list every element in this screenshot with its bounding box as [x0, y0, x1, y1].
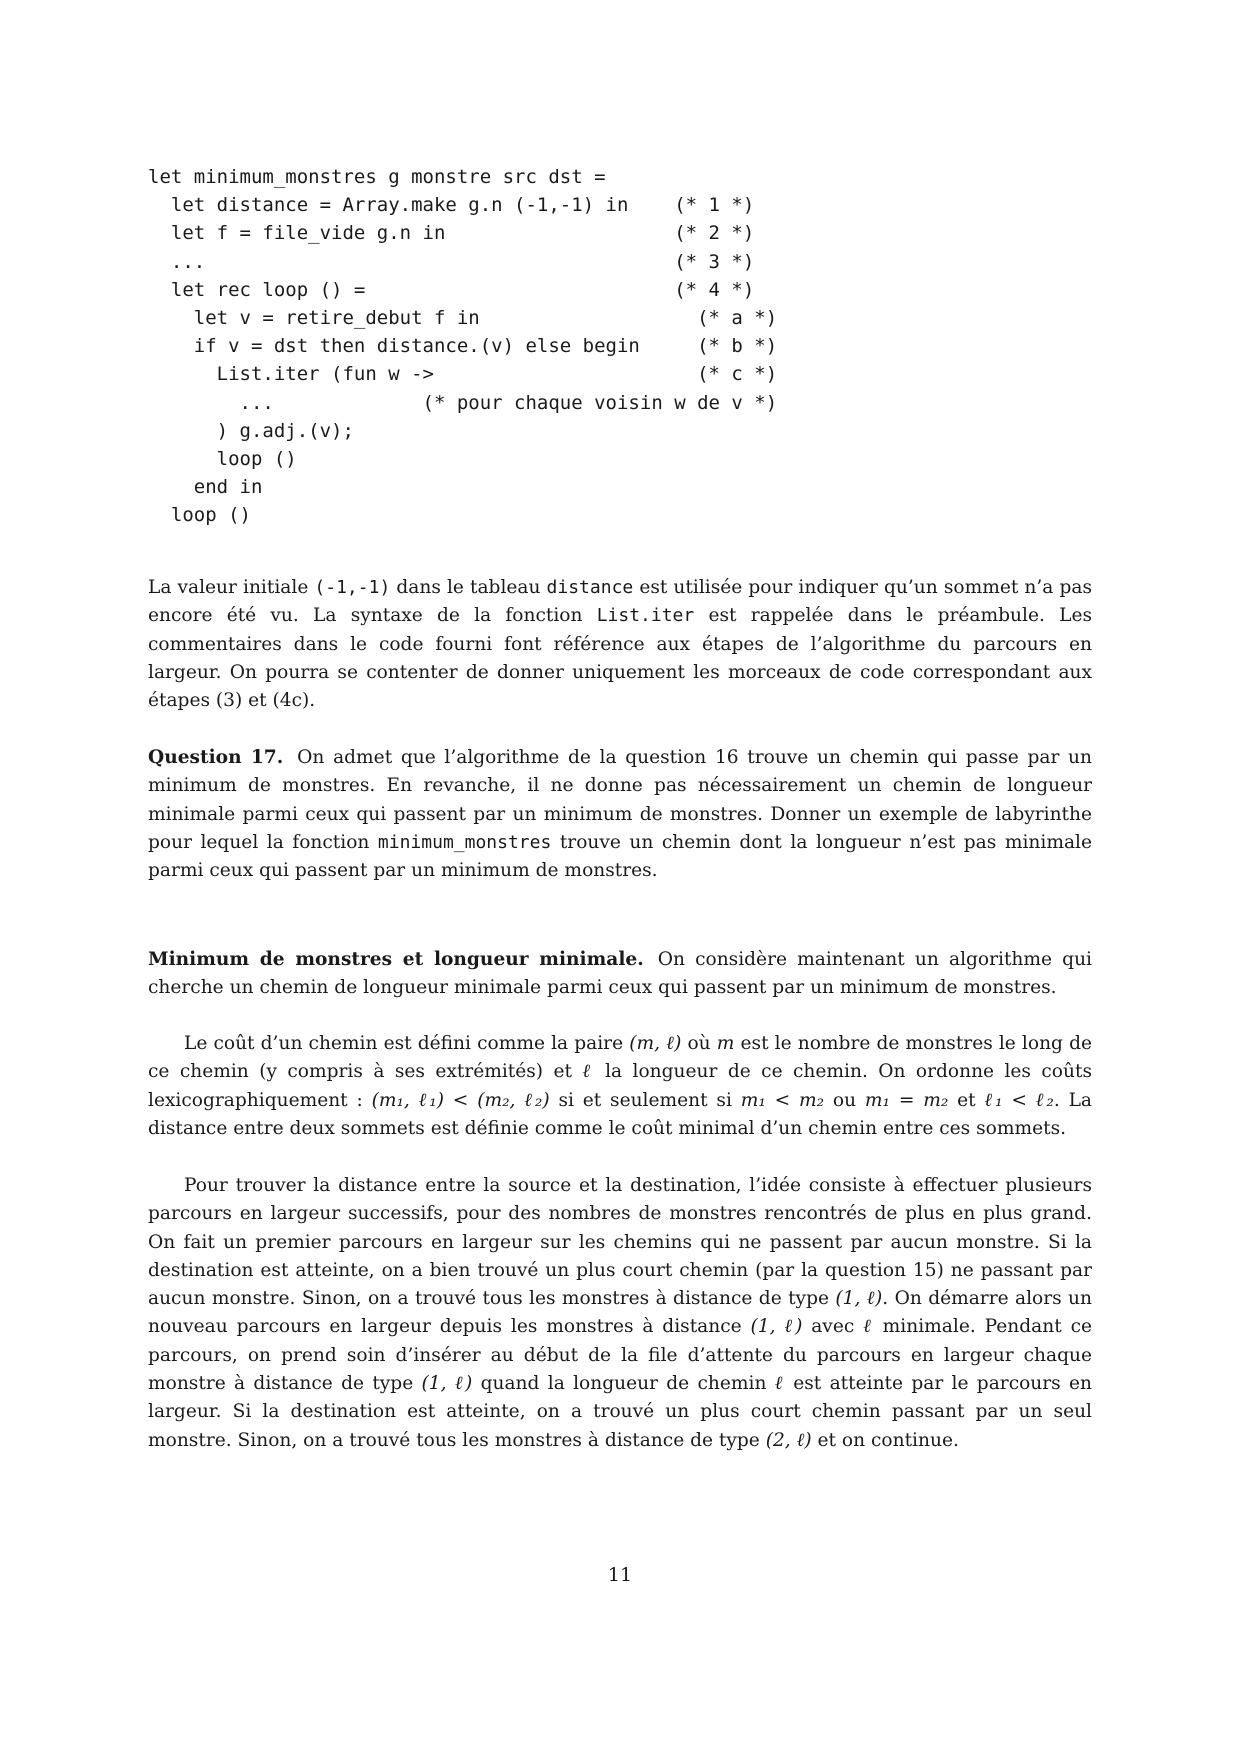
code-line: List.iter (fun w -> (* c *) — [148, 363, 778, 386]
question-heading: Question 17. — [148, 747, 284, 768]
inline-code: List.iter — [596, 605, 695, 627]
code-line: ... (* 3 *) — [148, 250, 755, 273]
code-line: let minimum_monstres g monstre src dst = — [148, 166, 606, 188]
code-listing — [148, 163, 777, 530]
code-line: loop () — [148, 504, 251, 527]
code-line: end in — [148, 476, 263, 499]
code-line: ) g.adj.(v); — [148, 419, 354, 442]
code-line: let distance = Array.make g.n (-1,-1) in (* 1 *) — [148, 194, 755, 217]
code-line: let f = file_vide g.n in (* 2 *) — [148, 222, 755, 245]
inline-code: (-1,-1) — [314, 577, 391, 598]
code-line: let rec loop () = (* 4 *) — [148, 278, 755, 301]
code-line: let v = retire_debut f in (* a *) — [148, 307, 778, 330]
section-minimum-monstres: Minimum de monstres et longueur minimale. On considère maintenant un algorithme qui cherche un chemin de longueur minimale parmi ceux qui passent par un minimum de monstres. — [148, 949, 1092, 999]
paragraph-bfs-strategy: Pour trouver la distance entre la source et la destination, l’idée consiste à effectuer plusieurs parcours en largeur successifs, pour des nombres de monstres rencontrés de plus en plus grand. On fait un premier parcours en largeur sur les chemins qui ne passent par aucun monstre. Si la destination est atteinte, on a bien trouvé un plus court chemin (par la question 15) ne passant par aucun monstre. Sinon, on a trouvé tous les monstres à distance de type (1, ℓ). On démarre alors un nouveau parcours en largeur depuis les monstres à distance (1, ℓ) avec ℓ minimale. Pendant ce parcours, on prend soin d’insérer au début de la file d’attente du parcours en largeur chaque monstre à distance de type (1, ℓ) quand la longueur de chemin ℓ est atteinte par le parcours en largeur. Si la destination est atteinte, on a trouvé un plus court chemin passant par un seul monstre. Sinon, on a trouvé tous les monstres à distance de type (2, ℓ) et on continue. — [148, 1175, 1093, 1451]
page-number: 11 — [607, 1564, 633, 1586]
inline-code: distance — [546, 577, 634, 598]
paragraph-initial-value: La valeur initiale (-1,-1) dans le tableau distance est utilisée pour indiquer qu’un sommet n’a pas encore été vu. La syntaxe de la fonction List.iter est rappelée dans le préambule. Les commentaires dans le code fourni font référence aux étapes de l’algorithme du parcours en largeur. On pourra se contenter de donner uniquement les morceaux de code correspondant aux étapes (3) et (4c). — [148, 577, 1092, 712]
section-heading: Minimum de monstres et longueur minimale. — [148, 949, 644, 970]
question-17: Question 17. On admet que l’algorithme de la question 16 trouve un chemin qui passe par un minimum de monstres. En revanche, il ne donne pas nécessairement un chemin de longueur minimale parmi ceux qui passent par un minimum de monstres. Donner un exemple de labyrinthe pour lequel la fonction minimum_monstres trouve un chemin dont la longueur n’est pas minimale parmi ceux qui passent par un minimum de monstres. — [148, 747, 1092, 882]
paragraph-cost-definition: Le coût d’un chemin est défini comme la paire (m, ℓ) où m est le nombre de monstres le long de ce chemin (y compris à ses extrémités) et ℓ la longueur de ce chemin. On ordonne les coûts lexicographiquement : (m₁, ℓ₁) < (m₂, ℓ₂) si et seulement si m₁ < m₂ ou m₁ = m₂ et ℓ₁ < ℓ₂. La distance entre deux sommets est définie comme le coût minimal d’un chemin entre ces sommets. — [148, 1033, 1093, 1139]
inline-code: minimum_monstres — [377, 831, 552, 853]
code-line: if v = dst then distance.(v) else begin (* b *) — [148, 335, 778, 358]
code-line: loop () — [148, 448, 297, 471]
code-line: ... (* pour chaque voisin w de v *) — [148, 391, 778, 414]
